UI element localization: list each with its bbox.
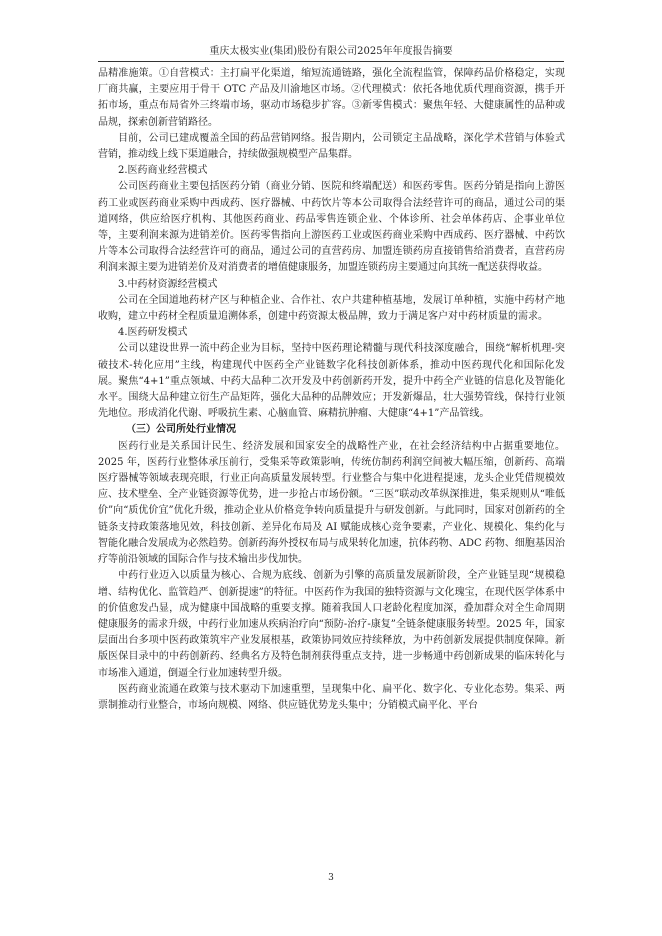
paragraph: 医药商业流通在政策与技术驱动下加速重塑，呈现集中化、扁平化、数字化、专业化态势。集采、两票制推动行业整合，市场向规模、网络、供应链优势龙头集中；分销模式扁平化、平台	[98, 683, 565, 711]
paragraph: 公司在全国道地药材产区与种植企业、合作社、农户共建种植基地，发展订单种植，实施中药材产地收购，建立中药材全程质量追溯体系，创建中药资源太极品牌，致力于满足客户对中药材质量的需求。	[98, 294, 565, 323]
page-number: 3	[328, 873, 334, 883]
paragraph: 公司以建设世界一流中药企业为目标，坚持中医药理论精髓与现代科技深度融合，围绕“解析机理-突破技术-转化应用”主线，构建现代中医药全产业链数字化科技创新体系，推动中医药现代化和国际化发展。聚焦“4+1”重点领域、中药大品种二次开发及中药创新药开发，提升中药全产业链的信息化及智能化水平。围绕大品种建立衍生产品矩阵，强化大品种的品牌效应；开发新爆品，壮大强势管线，保持行业领先地位。形成消化代谢、呼吸抗生素、心脑血管、麻精抗肿瘤、大健康“4+1”产品管线。	[98, 343, 565, 420]
paragraph: 品精准施策。①自营模式：主打扁平化渠道，缩短流通链路，强化全流程监管，保障药品价格稳定，实现厂商共赢，主要应用于骨干 OTC 产品及川渝地区市场。②代理模式：依托各地优质代理商资源，携手开拓市场，重点布局省外三终端市场，驱动市场稳步扩容。③新零售模式：聚焦年轻、大健康属性的品种或品规，探索创新营销路径。	[98, 68, 565, 128]
subheading-herb-resources: 3.中药材资源经营模式	[118, 278, 218, 290]
section-heading-industry: （三）公司所处行业情况	[126, 424, 236, 436]
paragraph: 医药行业是关系国计民生、经济发展和国家安全的战略性产业，在社会经济结构中占据重要地位。2025 年，医药行业整体承压前行，受集采等政策影响，传统仿制药利润空间被大幅压缩，创新药、高端医疗器械等领域表现亮眼，行业正向高质量发展转型。行业整合与集中化进程提速，龙头企业凭借规模效应、技术壁垒、全产业链资源等优势，进一步抢占市场份额。“三医”联动改革纵深推进，集采规则从“唯低价”向“质优价宜”优化升级，推动企业从价格竞争转向质量提升与研发创新。与此同时，国家对创新药的全链条支持政策落地见效，科技创新、差异化布局及 AI 赋能成核心竞争要素，产业化、规模化、集约化与智能化融合发展成为必然趋势。创新药海外授权布局与成果转化加速，抗体药物、ADC 药物、细胞基因治疗等前沿领域的国际合作与技术输出步伐加快。	[98, 440, 565, 566]
page-header: 重庆太极实业(集团)股份有限公司2025年年度报告摘要	[98, 42, 564, 62]
paragraph: 公司医药商业主要包括医药分销（商业分销、医院和终端配送）和医药零售。医药分销是指向上游医药工业或医药商业采购中西成药、医疗器械、中药饮片等本公司取得合法经营许可的商品，通过公司的渠道网络，供应给医疗机构、其他医药商业、药品零售连锁企业、个体诊所、社会单体药店、企事业单位等，主要利润来源为进销差价。医药零售指向上游医药工业或医药商业采购中西成药、医疗器械、中药饮片等本公司取得合法经营许可的商品，通过公司的直营药房、加盟连锁药房直接销售给消费者，直营药房利润来源主要为进销差价及对消费者的增值健康服务，加盟连锁药房主要通过向其统一配送获得收益。	[98, 181, 565, 274]
subheading-business-model: 2.医药商业经营模式	[118, 165, 208, 177]
paragraph: 中药行业迈入以质量为核心、合规为底线、创新为引擎的高质量发展新阶段，全产业链呈现“规模稳增、结构优化、监管趋严、创新提速”的特征。中医药作为我国的独特资源与文化瑰宝，在现代医学体系中的价值愈发凸显，成为健康中国战略的重要支撑。随着我国人口老龄化程度加深，叠加群众对全生命周期健康服务的需求升级，中药行业加速从疾病治疗向“预防-治疗-康复”全链条健康服务转型。2025 年，国家层面出台多项中医药政策筑牢产业发展根基，政策协同效应持续释放，为中药创新发展提供制度保障。新版医保目录中的中药创新药、经典名方及特色制剂获得重点支持，进一步畅通中药创新成果的临床转化与市场准入通道，倒逼全行业加速转型升级。	[98, 570, 565, 679]
paragraph: 目前，公司已建成覆盖全国的药品营销网络。报告期内，公司锁定主品战略，深化学术营销与体验式营销，推动线上线下渠道融合，持续做强规模型产品集群。	[98, 132, 565, 161]
document-body	[98, 66, 565, 714]
subheading-rd-model: 4.医药研发模式	[118, 327, 188, 339]
